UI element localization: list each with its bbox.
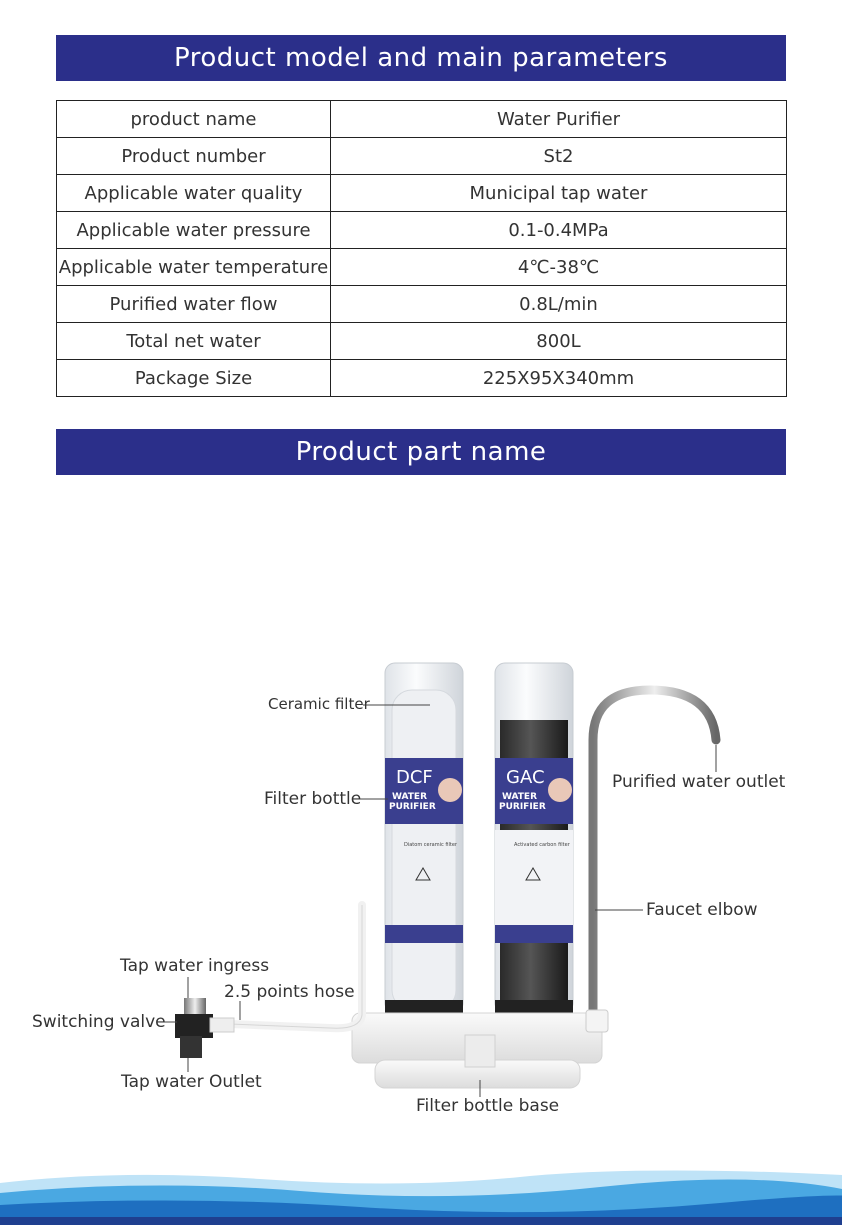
param-key: Applicable water pressure [57, 212, 331, 249]
switching-valve-label: Switching valve [32, 1012, 166, 1032]
points-hose-label: 2.5 points hose [224, 982, 355, 1002]
table-row [57, 360, 787, 397]
param-key: Package Size [57, 360, 331, 397]
param-value: Municipal tap water [331, 175, 787, 212]
part-name-banner [56, 429, 786, 475]
bottom-wave [0, 1165, 842, 1225]
switching-valve-graphic [175, 998, 234, 1058]
param-key: Total net water [57, 323, 331, 360]
filter-bottle-label: Filter bottle [264, 789, 362, 809]
param-key: Applicable water quality [57, 175, 331, 212]
param-value: 4℃-38℃ [331, 249, 787, 286]
parameters-table [56, 100, 787, 397]
purified-water-outlet-label: Purified water outlet [612, 772, 786, 792]
faucet-elbow-label: Faucet elbow [646, 900, 758, 920]
table-row [57, 286, 787, 323]
param-value: Water Purifier [331, 101, 787, 138]
part-name-title: Product part name [295, 437, 547, 467]
product-illustration [0, 620, 842, 1120]
ceramic-filter-label: Ceramic filter [268, 695, 370, 713]
dcf-line2: PURIFIER [389, 802, 436, 812]
param-key: product name [57, 101, 331, 138]
tap-water-ingress-label: Tap water ingress [120, 956, 270, 976]
table-row [57, 212, 787, 249]
table-row [57, 249, 787, 286]
parameters-banner [56, 35, 786, 81]
gac-line2: PURIFIER [499, 802, 546, 812]
right-filter-bottle [495, 663, 573, 1014]
table-row [57, 101, 787, 138]
dcf-sub: Diatom ceramic filter [404, 842, 457, 848]
tap-water-outlet-label: Tap water Outlet [121, 1072, 262, 1092]
param-value: St2 [331, 138, 787, 175]
filter-bottle-base [352, 1010, 608, 1088]
table-row [57, 323, 787, 360]
dcf-code: DCF [396, 767, 433, 788]
gac-line1: WATER [502, 792, 538, 802]
param-key: Product number [57, 138, 331, 175]
param-value: 0.8L/min [331, 286, 787, 323]
gac-sub: Activated carbon filter [514, 842, 570, 848]
dcf-line1: WATER [392, 792, 428, 802]
face-image-icon [548, 778, 572, 802]
param-key: Purified water flow [57, 286, 331, 323]
gac-code: GAC [506, 767, 545, 788]
param-value: 225X95X340mm [331, 360, 787, 397]
filter-bottle-base-label: Filter bottle base [416, 1096, 560, 1116]
param-value: 0.1-0.4MPa [331, 212, 787, 249]
table-row [57, 175, 787, 212]
table-row [57, 138, 787, 175]
param-value: 800L [331, 323, 787, 360]
parameters-title: Product model and main parameters [174, 43, 668, 73]
face-image-icon [438, 778, 462, 802]
param-key: Applicable water temperature [57, 249, 331, 286]
left-filter-bottle [385, 663, 463, 1014]
faucet [593, 690, 716, 1010]
